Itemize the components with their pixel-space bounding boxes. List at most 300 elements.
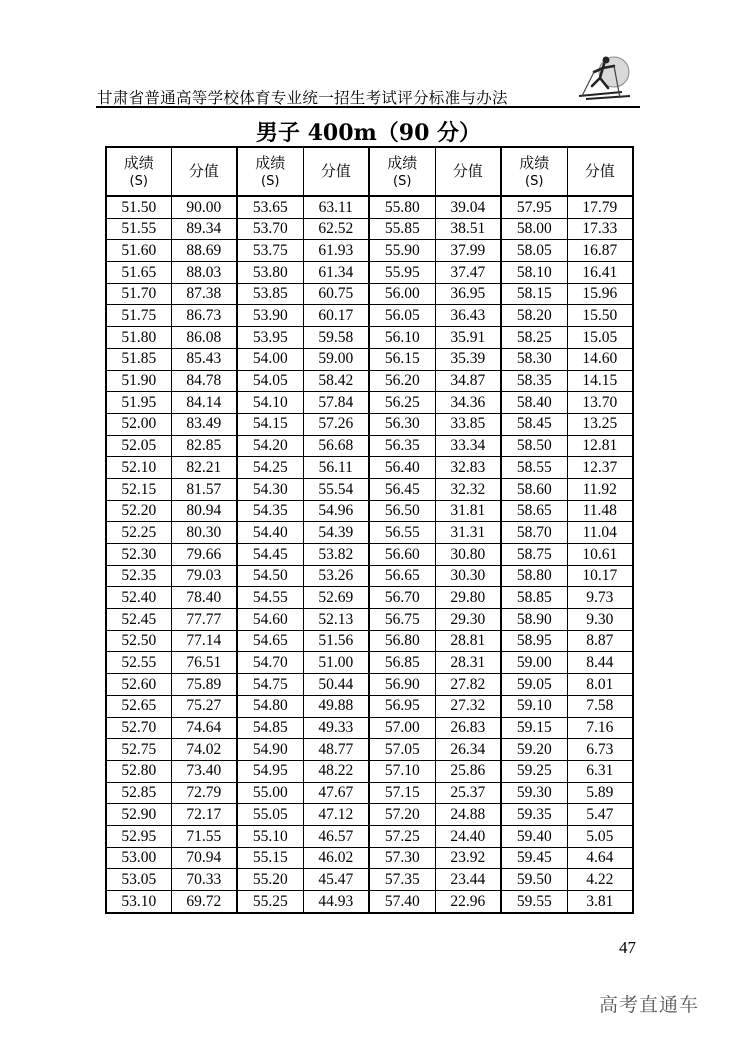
score-cell: 54.45 [237, 544, 303, 566]
score-cell: 58.55 [501, 457, 567, 479]
value-cell: 57.84 [303, 392, 369, 414]
value-cell: 8.44 [567, 652, 633, 674]
value-cell: 74.02 [171, 739, 237, 761]
value-cell: 27.82 [435, 674, 501, 696]
score-cell: 56.20 [369, 370, 435, 392]
value-cell: 52.69 [303, 587, 369, 609]
score-cell: 59.35 [501, 804, 567, 826]
value-cell: 53.26 [303, 565, 369, 587]
score-cell: 57.25 [369, 825, 435, 847]
value-cell: 81.57 [171, 478, 237, 500]
value-cell: 9.73 [567, 587, 633, 609]
score-cell: 54.15 [237, 413, 303, 435]
score-cell: 55.20 [237, 869, 303, 891]
value-cell: 86.73 [171, 305, 237, 327]
value-cell: 48.77 [303, 739, 369, 761]
table-row [106, 782, 633, 804]
value-cell: 7.16 [567, 717, 633, 739]
value-cell: 36.95 [435, 283, 501, 305]
value-cell: 52.13 [303, 609, 369, 631]
score-cell: 52.90 [106, 804, 171, 826]
value-cell: 59.00 [303, 348, 369, 370]
table-row [106, 804, 633, 826]
score-cell: 58.95 [501, 630, 567, 652]
score-cell: 54.80 [237, 695, 303, 717]
score-cell: 56.60 [369, 544, 435, 566]
score-cell: 58.35 [501, 370, 567, 392]
value-cell: 39.04 [435, 196, 501, 218]
score-cell: 58.05 [501, 240, 567, 262]
value-cell: 25.86 [435, 760, 501, 782]
score-cell: 54.75 [237, 674, 303, 696]
value-cell: 51.00 [303, 652, 369, 674]
value-cell: 6.31 [567, 760, 633, 782]
table-row [106, 196, 633, 218]
value-cell: 37.47 [435, 262, 501, 284]
value-cell: 17.33 [567, 218, 633, 240]
value-cell: 13.70 [567, 392, 633, 414]
score-cell: 54.50 [237, 565, 303, 587]
score-cell: 52.70 [106, 717, 171, 739]
value-cell: 16.41 [567, 262, 633, 284]
score-cell: 59.10 [501, 695, 567, 717]
score-cell: 56.90 [369, 674, 435, 696]
score-cell: 52.00 [106, 413, 171, 435]
value-cell: 78.40 [171, 587, 237, 609]
value-column-header: 分值 [435, 147, 501, 196]
value-cell: 82.21 [171, 457, 237, 479]
score-cell: 51.90 [106, 370, 171, 392]
score-cell: 55.05 [237, 804, 303, 826]
value-cell: 34.36 [435, 392, 501, 414]
value-cell: 13.25 [567, 413, 633, 435]
value-cell: 60.75 [303, 283, 369, 305]
value-cell: 54.39 [303, 522, 369, 544]
value-cell: 35.39 [435, 348, 501, 370]
score-cell: 52.60 [106, 674, 171, 696]
value-column-header: 分值 [567, 147, 633, 196]
score-cell: 51.95 [106, 392, 171, 414]
score-cell: 56.35 [369, 435, 435, 457]
value-cell: 8.01 [567, 674, 633, 696]
value-cell: 77.77 [171, 609, 237, 631]
value-cell: 76.51 [171, 652, 237, 674]
value-cell: 57.26 [303, 413, 369, 435]
table-row [106, 587, 633, 609]
score-cell: 58.50 [501, 435, 567, 457]
score-cell: 54.90 [237, 739, 303, 761]
value-cell: 35.91 [435, 327, 501, 349]
value-cell: 31.31 [435, 522, 501, 544]
value-cell: 17.79 [567, 196, 633, 218]
score-cell: 52.85 [106, 782, 171, 804]
score-cell: 51.60 [106, 240, 171, 262]
score-cell: 56.50 [369, 500, 435, 522]
value-cell: 32.32 [435, 478, 501, 500]
score-cell: 55.25 [237, 891, 303, 913]
score-cell: 58.10 [501, 262, 567, 284]
score-cell: 58.65 [501, 500, 567, 522]
value-cell: 61.93 [303, 240, 369, 262]
value-cell: 28.81 [435, 630, 501, 652]
score-cell: 54.55 [237, 587, 303, 609]
score-cell: 53.70 [237, 218, 303, 240]
score-cell: 58.60 [501, 478, 567, 500]
value-cell: 80.30 [171, 522, 237, 544]
table-row [106, 413, 633, 435]
table-row [106, 825, 633, 847]
value-cell: 75.89 [171, 674, 237, 696]
value-cell: 74.64 [171, 717, 237, 739]
score-cell: 53.65 [237, 196, 303, 218]
score-cell: 59.20 [501, 739, 567, 761]
value-cell: 69.72 [171, 891, 237, 913]
score-cell: 53.00 [106, 847, 171, 869]
value-cell: 15.50 [567, 305, 633, 327]
score-cell: 51.75 [106, 305, 171, 327]
score-cell: 56.10 [369, 327, 435, 349]
table-title: 男子 400m（90 分） [255, 120, 482, 146]
value-cell: 26.83 [435, 717, 501, 739]
score-cell: 54.60 [237, 609, 303, 631]
score-cell: 54.25 [237, 457, 303, 479]
score-cell: 58.40 [501, 392, 567, 414]
score-cell: 57.10 [369, 760, 435, 782]
value-cell: 24.88 [435, 804, 501, 826]
table-row [106, 847, 633, 869]
score-cell: 53.90 [237, 305, 303, 327]
page-number: 47 [619, 938, 636, 957]
score-cell: 54.40 [237, 522, 303, 544]
score-cell: 55.80 [369, 196, 435, 218]
score-cell: 52.35 [106, 565, 171, 587]
value-cell: 5.47 [567, 804, 633, 826]
score-cell: 55.95 [369, 262, 435, 284]
score-cell: 59.30 [501, 782, 567, 804]
value-cell: 82.85 [171, 435, 237, 457]
value-cell: 27.32 [435, 695, 501, 717]
score-cell: 53.85 [237, 283, 303, 305]
score-cell: 52.95 [106, 825, 171, 847]
score-cell: 51.80 [106, 327, 171, 349]
score-cell: 54.30 [237, 478, 303, 500]
value-cell: 72.17 [171, 804, 237, 826]
table-row [106, 348, 633, 370]
score-cell: 58.25 [501, 327, 567, 349]
value-cell: 9.30 [567, 609, 633, 631]
table-row [106, 739, 633, 761]
table-row [106, 674, 633, 696]
value-cell: 3.81 [567, 891, 633, 913]
header-divider [96, 106, 640, 108]
table-row [106, 392, 633, 414]
score-cell: 55.85 [369, 218, 435, 240]
value-cell: 6.73 [567, 739, 633, 761]
table-row [106, 522, 633, 544]
score-cell: 58.80 [501, 565, 567, 587]
value-cell: 26.34 [435, 739, 501, 761]
skier-icon [574, 52, 634, 106]
score-cell: 56.55 [369, 522, 435, 544]
score-cell: 57.30 [369, 847, 435, 869]
value-cell: 24.40 [435, 825, 501, 847]
score-cell: 52.20 [106, 500, 171, 522]
value-cell: 83.49 [171, 413, 237, 435]
value-cell: 47.67 [303, 782, 369, 804]
table-row [106, 218, 633, 240]
score-cell: 54.35 [237, 500, 303, 522]
value-cell: 4.64 [567, 847, 633, 869]
score-column-header [106, 147, 171, 196]
value-cell: 23.92 [435, 847, 501, 869]
value-cell: 33.34 [435, 435, 501, 457]
score-cell: 52.65 [106, 695, 171, 717]
value-cell: 79.66 [171, 544, 237, 566]
score-cell: 58.75 [501, 544, 567, 566]
score-cell: 54.05 [237, 370, 303, 392]
value-cell: 49.33 [303, 717, 369, 739]
score-cell: 54.85 [237, 717, 303, 739]
value-cell: 50.44 [303, 674, 369, 696]
value-cell: 14.15 [567, 370, 633, 392]
score-cell: 59.40 [501, 825, 567, 847]
value-cell: 38.51 [435, 218, 501, 240]
value-cell: 54.96 [303, 500, 369, 522]
value-cell: 37.99 [435, 240, 501, 262]
score-cell: 51.65 [106, 262, 171, 284]
score-cell: 59.45 [501, 847, 567, 869]
value-cell: 60.17 [303, 305, 369, 327]
score-cell: 51.55 [106, 218, 171, 240]
score-cell: 56.40 [369, 457, 435, 479]
table-row [106, 283, 633, 305]
score-cell: 55.00 [237, 782, 303, 804]
value-cell: 5.89 [567, 782, 633, 804]
score-column-unit: (S) [393, 173, 412, 189]
score-column-unit: (S) [129, 173, 148, 189]
score-cell: 52.25 [106, 522, 171, 544]
value-cell: 84.14 [171, 392, 237, 414]
value-cell: 11.04 [567, 522, 633, 544]
score-cell: 53.80 [237, 262, 303, 284]
watermark: 高考直通车 [599, 994, 700, 1016]
value-cell: 53.82 [303, 544, 369, 566]
table-row [106, 500, 633, 522]
value-cell: 77.14 [171, 630, 237, 652]
score-cell: 56.85 [369, 652, 435, 674]
score-cell: 57.00 [369, 717, 435, 739]
value-cell: 12.37 [567, 457, 633, 479]
table-row [106, 891, 633, 913]
table-row [106, 544, 633, 566]
score-cell: 52.80 [106, 760, 171, 782]
value-cell: 29.30 [435, 609, 501, 631]
score-cell: 54.10 [237, 392, 303, 414]
score-cell: 51.50 [106, 196, 171, 218]
value-cell: 16.87 [567, 240, 633, 262]
score-cell: 57.15 [369, 782, 435, 804]
score-column-header [501, 147, 567, 196]
score-cell: 58.45 [501, 413, 567, 435]
value-cell: 30.30 [435, 565, 501, 587]
score-cell: 54.70 [237, 652, 303, 674]
table-row [106, 457, 633, 479]
header-title: 甘肃省普通高等学校体育专业统一招生考试评分标准与办法 [97, 89, 508, 107]
value-cell: 28.31 [435, 652, 501, 674]
score-cell: 58.15 [501, 283, 567, 305]
score-column-label: 成绩 [255, 153, 286, 172]
value-cell: 8.87 [567, 630, 633, 652]
value-cell: 36.43 [435, 305, 501, 327]
score-cell: 53.95 [237, 327, 303, 349]
score-cell: 57.20 [369, 804, 435, 826]
score-column-header [237, 147, 303, 196]
value-cell: 86.08 [171, 327, 237, 349]
value-cell: 62.52 [303, 218, 369, 240]
score-cell: 56.15 [369, 348, 435, 370]
value-cell: 80.94 [171, 500, 237, 522]
value-cell: 70.94 [171, 847, 237, 869]
score-cell: 56.45 [369, 478, 435, 500]
value-cell: 22.96 [435, 891, 501, 913]
value-cell: 14.60 [567, 348, 633, 370]
score-cell: 52.75 [106, 739, 171, 761]
value-cell: 31.81 [435, 500, 501, 522]
value-cell: 23.44 [435, 869, 501, 891]
value-cell: 59.58 [303, 327, 369, 349]
score-cell: 58.30 [501, 348, 567, 370]
value-cell: 47.12 [303, 804, 369, 826]
value-cell: 88.03 [171, 262, 237, 284]
table-row [106, 695, 633, 717]
score-cell: 56.65 [369, 565, 435, 587]
value-cell: 30.80 [435, 544, 501, 566]
value-cell: 46.57 [303, 825, 369, 847]
score-cell: 53.10 [106, 891, 171, 913]
score-cell: 56.30 [369, 413, 435, 435]
value-cell: 89.34 [171, 218, 237, 240]
value-column-header: 分值 [171, 147, 237, 196]
value-cell: 58.42 [303, 370, 369, 392]
score-cell: 56.25 [369, 392, 435, 414]
value-column-header: 分值 [303, 147, 369, 196]
value-cell: 25.37 [435, 782, 501, 804]
score-cell: 57.40 [369, 891, 435, 913]
value-cell: 11.92 [567, 478, 633, 500]
value-cell: 75.27 [171, 695, 237, 717]
value-cell: 61.34 [303, 262, 369, 284]
score-column-unit: (S) [525, 173, 544, 189]
value-cell: 48.22 [303, 760, 369, 782]
value-cell: 88.69 [171, 240, 237, 262]
table-row [106, 327, 633, 349]
value-cell: 34.87 [435, 370, 501, 392]
score-column-header [369, 147, 435, 196]
score-cell: 59.05 [501, 674, 567, 696]
table-row [106, 630, 633, 652]
score-cell: 52.05 [106, 435, 171, 457]
table-row [106, 717, 633, 739]
value-cell: 15.05 [567, 327, 633, 349]
table-row [106, 869, 633, 891]
value-cell: 46.02 [303, 847, 369, 869]
value-cell: 71.55 [171, 825, 237, 847]
score-cell: 58.90 [501, 609, 567, 631]
value-cell: 55.54 [303, 478, 369, 500]
score-cell: 51.85 [106, 348, 171, 370]
score-cell: 52.50 [106, 630, 171, 652]
score-cell: 51.70 [106, 283, 171, 305]
value-cell: 12.81 [567, 435, 633, 457]
table-row [106, 370, 633, 392]
value-cell: 10.61 [567, 544, 633, 566]
value-cell: 29.80 [435, 587, 501, 609]
score-cell: 52.15 [106, 478, 171, 500]
table-row [106, 652, 633, 674]
value-cell: 79.03 [171, 565, 237, 587]
score-cell: 58.85 [501, 587, 567, 609]
score-cell: 54.65 [237, 630, 303, 652]
table-row [106, 305, 633, 327]
table-row [106, 760, 633, 782]
value-cell: 85.43 [171, 348, 237, 370]
table-row [106, 262, 633, 284]
table-row [106, 565, 633, 587]
value-cell: 87.38 [171, 283, 237, 305]
score-cell: 56.95 [369, 695, 435, 717]
score-column-label: 成绩 [123, 153, 154, 172]
value-cell: 4.22 [567, 869, 633, 891]
score-cell: 57.05 [369, 739, 435, 761]
score-cell: 56.05 [369, 305, 435, 327]
score-cell: 56.80 [369, 630, 435, 652]
value-cell: 32.83 [435, 457, 501, 479]
table-row [106, 478, 633, 500]
score-cell: 52.30 [106, 544, 171, 566]
value-cell: 44.93 [303, 891, 369, 913]
score-cell: 56.75 [369, 609, 435, 631]
table-row [106, 435, 633, 457]
score-cell: 59.25 [501, 760, 567, 782]
score-cell: 58.00 [501, 218, 567, 240]
score-cell: 53.05 [106, 869, 171, 891]
score-cell: 56.00 [369, 283, 435, 305]
score-cell: 54.20 [237, 435, 303, 457]
value-cell: 7.58 [567, 695, 633, 717]
value-cell: 10.17 [567, 565, 633, 587]
score-cell: 52.40 [106, 587, 171, 609]
value-cell: 11.48 [567, 500, 633, 522]
value-cell: 49.88 [303, 695, 369, 717]
value-cell: 45.47 [303, 869, 369, 891]
value-cell: 63.11 [303, 196, 369, 218]
value-cell: 70.33 [171, 869, 237, 891]
score-cell: 57.35 [369, 869, 435, 891]
value-cell: 56.11 [303, 457, 369, 479]
header-row [106, 147, 633, 196]
value-cell: 5.05 [567, 825, 633, 847]
score-cell: 55.10 [237, 825, 303, 847]
score-cell: 52.10 [106, 457, 171, 479]
score-cell: 58.20 [501, 305, 567, 327]
score-cell: 59.15 [501, 717, 567, 739]
score-cell: 59.55 [501, 891, 567, 913]
score-column-label: 成绩 [519, 153, 550, 172]
score-cell: 54.95 [237, 760, 303, 782]
value-cell: 90.00 [171, 196, 237, 218]
value-cell: 73.40 [171, 760, 237, 782]
score-cell: 56.70 [369, 587, 435, 609]
